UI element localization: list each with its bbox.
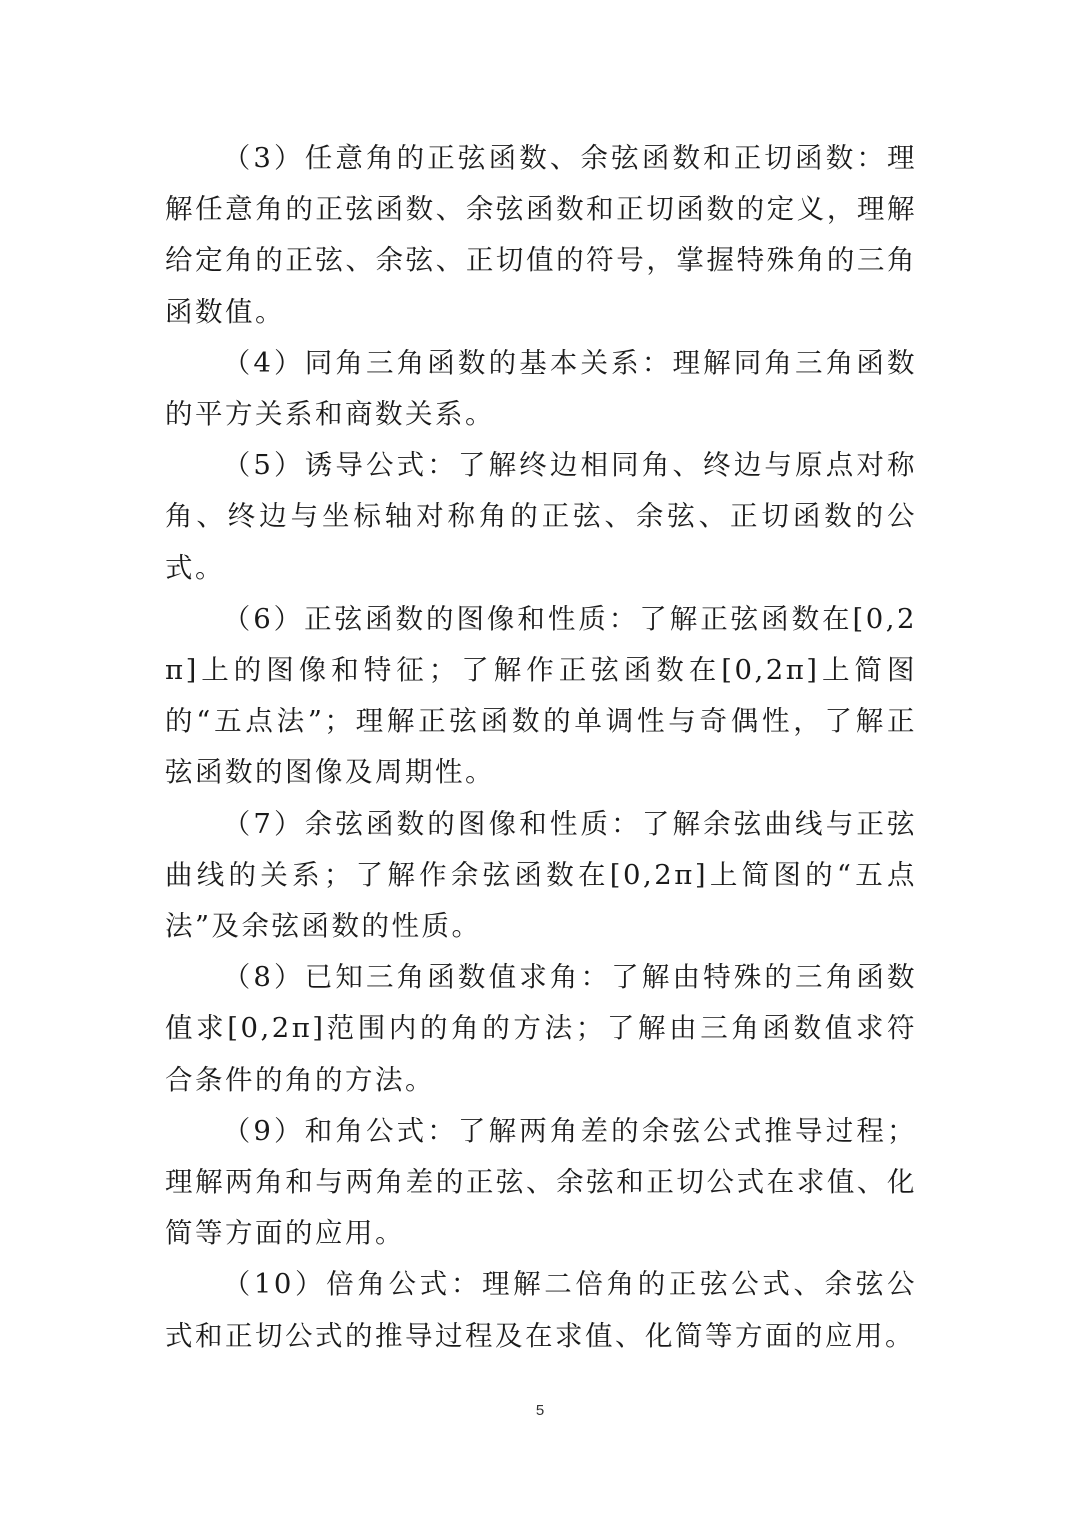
paragraph-item-3: （3）任意角的正弦函数、余弦函数和正切函数：理解任意角的正弦函数、余弦函数和正切函数的定义，理解给定角的正弦、余弦、正切值的符号，掌握特殊角的三角函数值。 bbox=[165, 142, 917, 328]
document-body bbox=[165, 133, 917, 1362]
paragraph-item-4: （4）同角三角函数的基本关系：理解同角三角函数的平方关系和商数关系。 bbox=[165, 346, 917, 431]
paragraph-item-6: （6）正弦函数的图像和性质：了解正弦函数在[0,2π]上的图像和特征；了解作正弦函数在[0,2π]上简图的“五点法”；理解正弦函数的单调性与奇偶性，了解正弦函数的图像及周期性。 bbox=[165, 602, 917, 789]
paragraph-item-7: （7）余弦函数的图像和性质：了解余弦曲线与正弦曲线的关系；了解作余弦函数在[0,2π]上简图的“五点法”及余弦函数的性质。 bbox=[165, 807, 917, 943]
paragraph-item-9: （9）和角公式：了解两角差的余弦公式推导过程；理解两角和与两角差的正弦、余弦和正切公式在求值、化简等方面的应用。 bbox=[165, 1114, 917, 1250]
paragraph-item-8: （8）已知三角函数值求角：了解由特殊的三角函数值求[0,2π]范围内的角的方法；了解由三角函数值求符合条件的角的方法。 bbox=[165, 961, 917, 1096]
paragraph-item-10: （10）倍角公式：理解二倍角的正弦公式、余弦公式和正切公式的推导过程及在求值、化简等方面的应用。 bbox=[165, 1268, 917, 1352]
page-number: 5 bbox=[535, 1402, 545, 1419]
paragraph-item-5: （5）诱导公式：了解终边相同角、终边与原点对称角、终边与坐标轴对称角的正弦、余弦、正切函数的公式。 bbox=[165, 449, 917, 584]
